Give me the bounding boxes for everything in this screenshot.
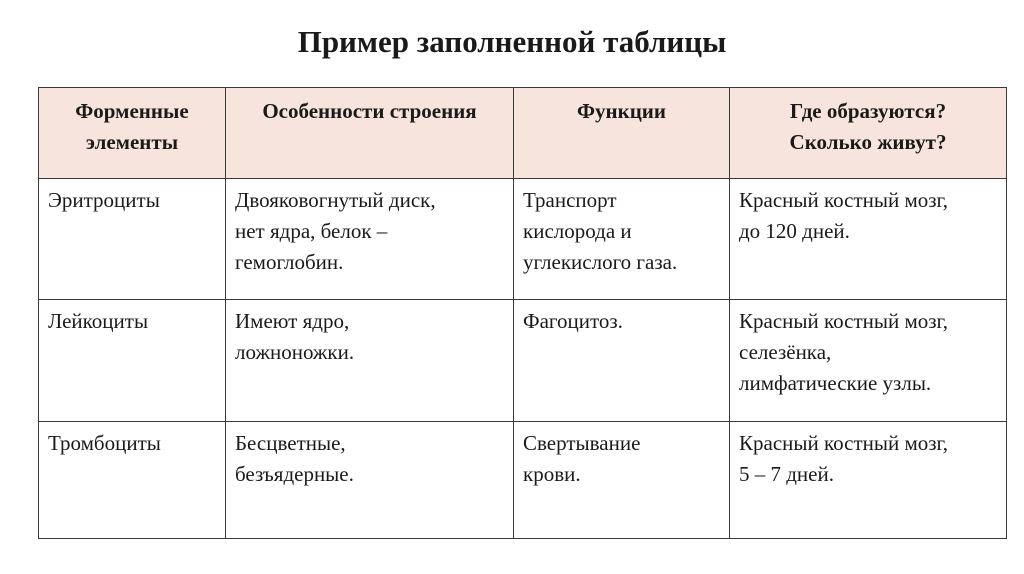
cell-text-line: кислорода и: [523, 219, 632, 243]
cell-text-line: Бесцветные,: [235, 431, 346, 455]
table-header-row: [39, 88, 1007, 179]
slide-title: Пример заполненной таблицы: [297, 24, 727, 59]
cell-element-name: [39, 179, 226, 300]
header-text-line: Функции: [576, 99, 667, 123]
table-row: [39, 300, 1007, 422]
cell-functions: [514, 300, 730, 422]
cell-text-line: углекислого газа.: [523, 250, 678, 274]
cell-text-line: до 120 дней.: [739, 219, 850, 243]
cell-text-line: Эритроциты: [48, 188, 160, 212]
cell-text-line: нет ядра, белок –: [235, 219, 388, 243]
header-text-line: Форменные: [75, 99, 189, 123]
cell-origin-lifespan: [730, 422, 1007, 539]
cell-text-line: лимфатические узлы.: [739, 371, 932, 395]
cell-text-line: ложноножки.: [235, 340, 355, 364]
cell-functions: [514, 422, 730, 539]
cell-element-name: [39, 422, 226, 539]
header-cell-structure: [226, 88, 514, 179]
cell-text-line: Тромбоциты: [48, 431, 161, 455]
cell-text-line: Транспорт: [523, 188, 617, 212]
cell-text-line: безъядерные.: [235, 462, 354, 486]
header-cell-functions: [514, 88, 730, 179]
cell-origin-lifespan: [730, 179, 1007, 300]
cell-functions: [514, 179, 730, 300]
header-cell-elements: [39, 88, 226, 179]
cell-text-line: Фагоцитоз.: [523, 309, 623, 333]
data-table: [38, 87, 1007, 539]
cell-text-line: селезёнка,: [739, 340, 832, 364]
cell-structure: [226, 422, 514, 539]
cell-structure: [226, 300, 514, 422]
cell-text-line: Красный костный мозг,: [739, 188, 949, 212]
cell-element-name: [39, 300, 226, 422]
cell-text-line: Красный костный мозг,: [739, 309, 949, 333]
table-row: [39, 179, 1007, 300]
cell-text-line: Лейкоциты: [48, 309, 149, 333]
cell-text-line: Свертывание: [523, 431, 641, 455]
header-cell-origin-lifespan: [730, 88, 1007, 179]
cell-text-line: Двояковогнутый диск,: [235, 188, 436, 212]
header-text-line: элементы: [85, 130, 179, 154]
cell-origin-lifespan: [730, 300, 1007, 422]
table-row: [39, 422, 1007, 539]
cell-text-line: гемоглобин.: [235, 250, 344, 274]
header-text-line: Сколько живут?: [789, 130, 947, 154]
header-text-line: Где образуются?: [789, 99, 947, 123]
header-text-line: Особенности строения: [262, 99, 477, 123]
cell-text-line: 5 – 7 дней.: [739, 462, 834, 486]
cell-text-line: Имеют ядро,: [235, 309, 350, 333]
cell-text-line: крови.: [523, 462, 581, 486]
cell-structure: [226, 179, 514, 300]
cell-text-line: Красный костный мозг,: [739, 431, 949, 455]
